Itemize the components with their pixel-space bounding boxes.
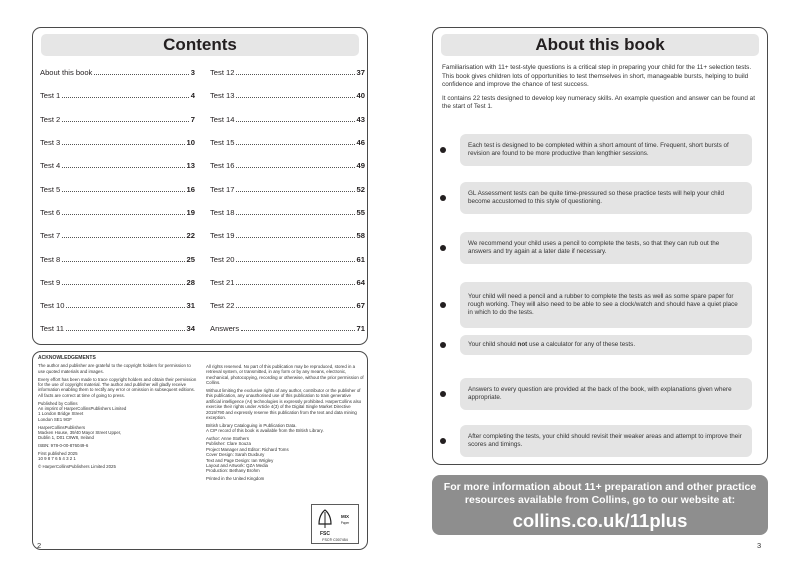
acknowledgements-paragraph: © HarperCollinsPublishers Limited 2025 [38, 464, 116, 470]
contents-title: Contents [41, 34, 359, 56]
bullet-icon [440, 195, 446, 201]
contents-entry-label: Test 22 [210, 301, 235, 311]
contents-entry-page: 4 [190, 91, 195, 101]
bullet-text: Your child will need a pencil and a rubber to complete the tests as well as some spare paper for rough working. They will also need to be able to see a clock/watch and should have a quiet place in which to do the tests. [460, 282, 752, 328]
about-intro-paragraph-2: It contains 22 tests designed to develop key numeracy skills. An example question and answer can be found at the start of Test 1. [442, 94, 755, 111]
about-intro [442, 64, 762, 117]
contents-entry-label: Test 19 [210, 231, 235, 241]
contents-entry-label: Test 14 [210, 114, 235, 124]
contents-entry-label: Test 16 [210, 161, 235, 171]
contents-entry-label: About this book [40, 68, 93, 78]
contents-entry-page: 40 [356, 91, 365, 101]
contents-entry-label: Test 10 [40, 301, 65, 311]
contents-entry-page: 13 [186, 161, 195, 171]
contents-entry-label: Test 13 [210, 91, 235, 101]
contents-entry-label: Test 4 [40, 161, 61, 171]
contents-entry-page: 37 [356, 68, 365, 78]
acknowledgements-paragraph: Author: Anne Stothers Publisher: Clare Souza Project Manager and Editor: Richard Toms Cover Design: Sarah Duxbury Text and Page Design: Ian Wrigley Layout and Artwork: QZA Media Production: Bethany Brohm [206, 436, 289, 474]
contents-entry-page: 10 [186, 138, 195, 148]
fsc-paper-label: Paper [340, 521, 350, 525]
acknowledgements-paragraph: ISBN: 978-0-00-876049-6 [38, 443, 89, 449]
contents-entry-page: 64 [356, 277, 365, 287]
contents-entry-label: Test 15 [210, 138, 235, 148]
contents-entry-label: Test 3 [40, 138, 61, 148]
acknowledgements-paragraph: Published by Collins An imprint of HarperCollinsPublishers Limited 1 London Bridge Street London SE1 9GF [38, 400, 127, 422]
contents-entry-page: 67 [356, 301, 365, 311]
contents-entry-page: 7 [190, 114, 195, 124]
contents-entry-label: Test 5 [40, 184, 61, 194]
acknowledgements-paragraph: Printed in the United Kingdom [206, 476, 265, 482]
page-number-right: 3 [757, 541, 762, 550]
contents-entry-label: Test 1 [40, 91, 61, 101]
contents-entry-label: Test 7 [40, 231, 61, 241]
acknowledgements-heading: ACKNOWLEDGEMENTS [38, 355, 96, 361]
contents-entry-page: 61 [356, 254, 365, 264]
fsc-logo-text: FSC [320, 531, 330, 537]
bullet-text: Each test is designed to be completed within a short amount of time. Frequent, short bursts of revision are found to be more productive than lengthier sessions. [460, 134, 752, 166]
about-title: About this book [441, 34, 759, 56]
contents-entry-label: Test 20 [210, 254, 235, 264]
acknowledgements-paragraph: The author and publisher are grateful to the copyright holders for permission to use quoted materials and images. [38, 363, 191, 374]
bullet-icon [440, 391, 446, 397]
bullet-icon [440, 245, 446, 251]
about-bullet [440, 182, 752, 214]
contents-entry-page: 19 [186, 207, 195, 217]
acknowledgements-paragraph: Without limiting the exclusive rights of any author, contributor or the publisher of this publication, any unauthorised use of this publication to train generative artificial intelligence (AI) technologies is expressly prohibited. HarperCollins also exercise their rights under Article 4(3) of the Digital Single Market Directive 2019/790 and expressly reserve this publication from the text and data mining exception. [206, 388, 362, 421]
bullet-text: After completing the tests, your child should revisit their weaker areas and attempt to improve their scores and timings. [460, 425, 752, 457]
contents-entry-page: 52 [356, 184, 365, 194]
contents-entry-page: 31 [186, 301, 195, 311]
about-bullet [440, 378, 752, 410]
bullet-icon [440, 342, 446, 348]
acknowledgements-paragraph: Every effort has been made to trace copyright holders and obtain their permission for the use of copyright material. The author and publisher will gladly receive information enabling them to rectify any error or omission in subsequent editions. All facts are correct at time of going to press. [38, 376, 197, 398]
about-bullet [440, 134, 752, 166]
about-bullet [440, 282, 752, 328]
contents-entry-label: Test 12 [210, 68, 235, 78]
contents-entry-page: 43 [356, 114, 365, 124]
contents-entry-label: Test 11 [40, 324, 64, 334]
about-bullet [440, 335, 752, 355]
website-link[interactable]: collins.co.uk/11plus [512, 510, 688, 531]
bullet-icon [440, 147, 446, 153]
bullet-text: Your child should not use a calculator for any of these tests. [460, 335, 752, 355]
about-intro-paragraph-1: Familiarisation with 11+ test-style questions is a critical step in preparing your child for the 11+ selection tests. This book gives children lots of opportunities to test themselves in short, manageable bursts, helping to build confidence and improve the chance of test success. [442, 64, 752, 89]
contents-entry-label: Test 8 [40, 254, 61, 264]
about-bullet [440, 425, 752, 457]
acknowledgements-paragraph: HarperCollinsPublishers Macken House, 39/40 Mayor Street Upper, Dublin 1, D01 C9W8, Ireland [38, 424, 122, 441]
bullet-icon [440, 438, 446, 444]
contents-entry-page: 16 [186, 184, 195, 194]
banner-text: For more information about 11+ preparation and other practice resources available from Collins, go to our website at: [443, 481, 757, 506]
contents-entry-page: 3 [190, 68, 195, 78]
contents-entry-page: 28 [186, 277, 195, 287]
contents-entry-page: 55 [356, 207, 365, 217]
contents-entry-page: 22 [186, 231, 195, 241]
contents-entry-label: Test 2 [40, 114, 61, 124]
contents-entry-label: Test 18 [210, 207, 235, 217]
bullet-text: We recommend your child uses a pencil to complete the tests, so that they can rub out the answers and try again at a later date if necessary. [460, 232, 752, 264]
contents-entry-page: 49 [356, 161, 365, 171]
contents-entry-label: Test 17 [210, 184, 235, 194]
contents-entry-page: 46 [356, 138, 365, 148]
contents-entry-page: 25 [186, 254, 195, 264]
bullet-text: Answers to every question are provided at the back of the book, with explanations given where appropriate. [460, 378, 752, 410]
fsc-code: FSC® C007454 [322, 538, 348, 542]
contents-entry-label: Test 9 [40, 277, 61, 287]
about-bullet [440, 232, 752, 264]
bullet-text: GL Assessment tests can be quite time-pressured so these practice tests will help your child become accustomed to this style of questioning. [460, 182, 752, 214]
bullet-icon [440, 302, 446, 308]
contents-entry-page: 34 [186, 324, 195, 334]
contents-entry-page: 71 [356, 324, 365, 334]
acknowledgements-paragraph: British Library Cataloguing in Publication Data. A CIP record of this book is available from the British Library. [206, 422, 324, 434]
contents-entry-label: Test 6 [40, 207, 61, 217]
acknowledgements-paragraph: First published 2025 10 9 8 7 6 5 4 3 2 1 [38, 451, 78, 462]
acknowledgements-paragraph: All rights reserved. No part of this publication may be reproduced, stored in a retrieval system, or transmitted, in any form or by any means, electronic, mechanical, photocopying, recording or otherwise, without the prior permission of Collins. [206, 364, 364, 386]
contents-entry-label: Answers [210, 324, 240, 334]
contents-entry-page: 58 [356, 231, 365, 241]
fsc-mix-label: MIX [340, 514, 350, 519]
contents-entry-label: Test 21 [210, 277, 235, 287]
collins-website-banner [432, 475, 768, 535]
page-number-left: 2 [37, 541, 42, 550]
